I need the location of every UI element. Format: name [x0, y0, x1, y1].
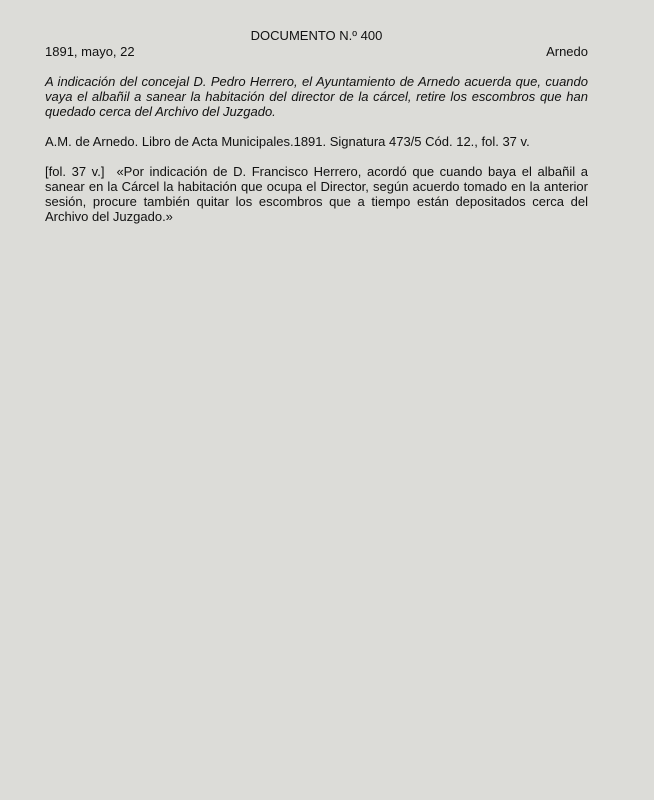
document-date: 1891, mayo, 22	[45, 44, 135, 59]
document-place: Arnedo	[546, 44, 588, 59]
document-meta-row	[45, 44, 588, 60]
document-transcription	[45, 164, 588, 224]
document-summary: A indicación del concejal D. Pedro Herrero, el Ayuntamiento de Arnedo acuerda que, cuando vaya el albañil a sanear la habitación del director de la cárcel, retire los escombros que han quedado cerca del Archivo del Juzgado.	[45, 74, 588, 119]
document-source: A.M. de Arnedo. Libro de Acta Municipales.1891. Signatura 473/5 Cód. 12., fol. 37 v.	[45, 134, 530, 149]
transcription-text: «Por indicación de D. Francisco Herrero, acordó que cuando baya el albañil a sanear en la Cárcel la habitación que ocupa el Director, según acuerdo tomado en la anterior sesión, procure también quitar los escombros que a tiempo están depositados cerca del Archivo del Juzgado.»	[45, 164, 588, 224]
folio-reference: [fol. 37 v.]	[45, 164, 105, 179]
document-title: DOCUMENTO N.º 400	[250, 28, 383, 43]
